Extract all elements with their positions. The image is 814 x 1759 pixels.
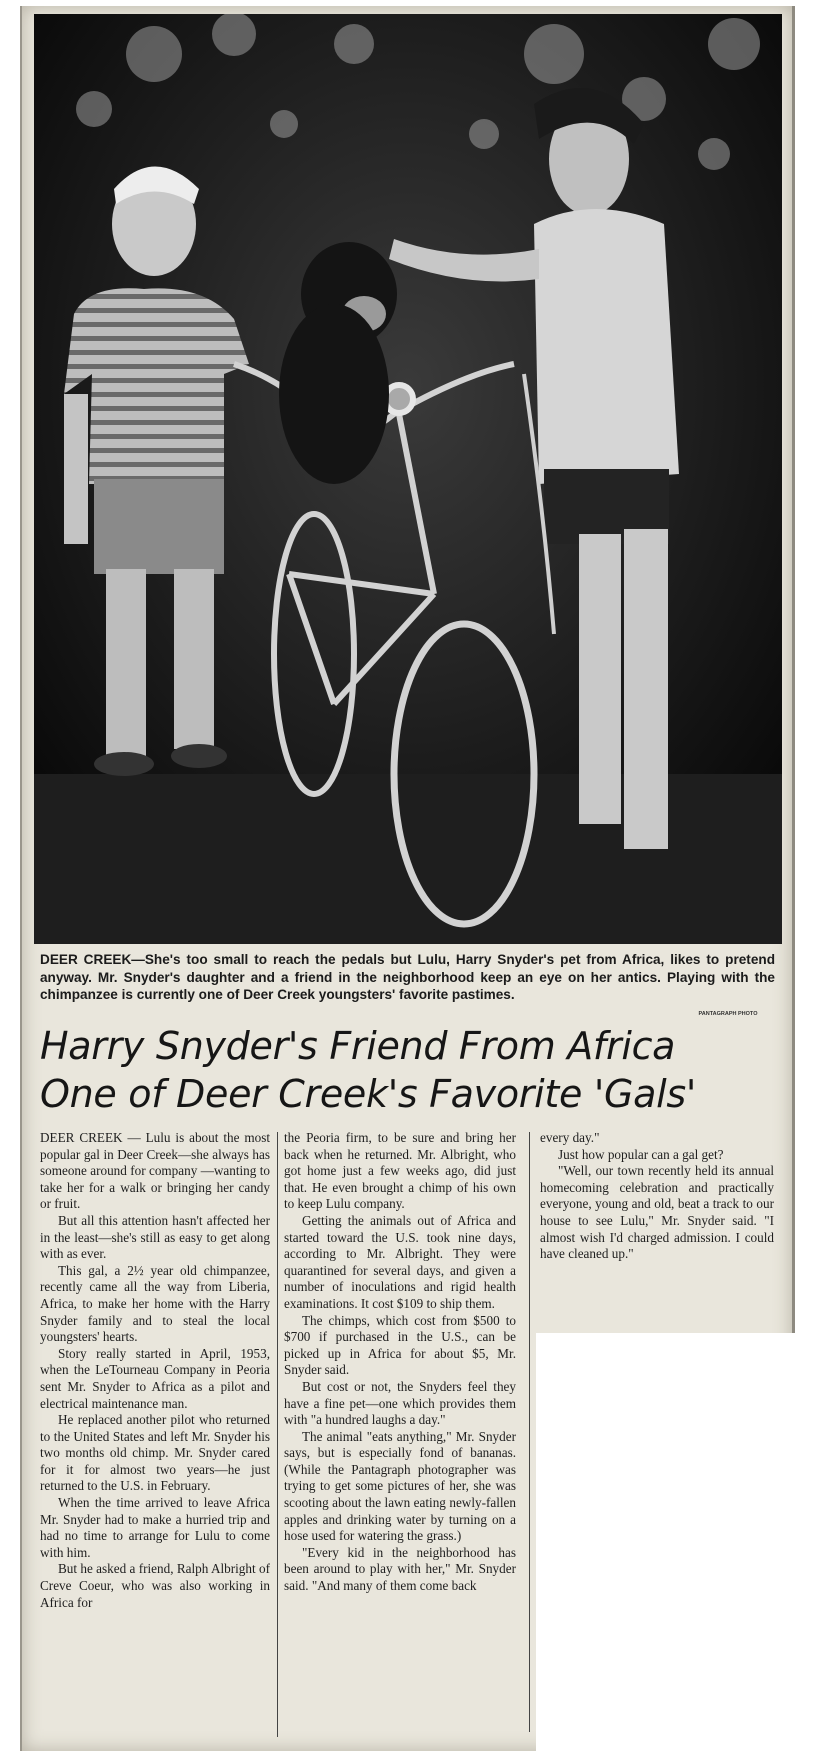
paragraph: He replaced another pilot who returned to the United States and left Mr. Snyder his two months old chimp. Mr. Snyder cared for it for almost two years—he just returned to the U.S. in February. bbox=[40, 1412, 270, 1494]
article-headline bbox=[40, 1022, 780, 1118]
paragraph: DEER CREEK — Lulu is about the most popular gal in Deer Creek—she always has someone around for company —wanting to take her for a walk or bringing her candy or fruit. bbox=[40, 1130, 270, 1212]
paragraph: "Every kid in the neighborhood has been around to play with her," Mr. Snyder said. "And many of them come back bbox=[284, 1544, 516, 1594]
column-divider bbox=[277, 1132, 278, 1737]
photo-illustration bbox=[34, 14, 782, 944]
paragraph: But cost or not, the Snyders feel they have a fine pet—one which provides them with "a hundred laughs a day." bbox=[284, 1378, 516, 1428]
photo-credit: PANTAGRAPH PHOTO bbox=[698, 1011, 758, 1017]
column-divider bbox=[529, 1132, 530, 1732]
paragraph: But he asked a friend, Ralph Albright of Creve Coeur, who was also working in Africa for bbox=[40, 1561, 270, 1610]
blank-patch bbox=[536, 1333, 814, 1759]
headline-line-1: Harry Snyder's Friend From Africa bbox=[40, 1024, 676, 1068]
photo-caption: DEER CREEK—She's too small to reach the pedals but Lulu, Harry Snyder's pet from Africa, likes to pretend anyway. Mr. Snyder's daughter and a friend in the neighborhood keep an eye on her antics. Playing with the chimpanzee is currently one of Deer Creek youngsters' favorite pastimes. bbox=[40, 952, 775, 1002]
article-column-2 bbox=[284, 1130, 516, 1740]
paragraph: Story really started in April, 1953, when the LeTourneau Company in Peoria sent Mr. Snyder to Africa as a pilot and electrical maintenance man. bbox=[40, 1345, 270, 1411]
paragraph: every day." bbox=[540, 1130, 600, 1145]
paragraph: the Peoria firm, to be sure and bring her back when he returned. Mr. Albright, who got home just a few weeks ago, did just that. He even brought a chimp of his own to keep Lulu company. bbox=[284, 1130, 516, 1212]
paragraph: "Well, our town recently held its annual homecoming celebration and practically everyone, young and old, beat a track to our house to see Lulu," Mr. Snyder said. "I almost wish I'd charged admission. I could have cleaned up." bbox=[540, 1163, 774, 1262]
article-column-1 bbox=[40, 1130, 270, 1740]
paragraph: The chimps, which cost from $500 to $700 if purchased in the U.S., can be picked up in Africa for about $5, Mr. Snyder said. bbox=[284, 1312, 516, 1378]
paragraph: But all this attention hasn't affected her in the least—she's still as easy to get along with as ever. bbox=[40, 1212, 270, 1262]
paragraph: The animal "eats anything," Mr. Snyder says, but is especially fond of bananas. (While the Pantagraph photographer was trying to get some pictures of her, she was scooting about the lawn eating newly-fallen apples and drinking water by turning on a hose used for watering the grass.) bbox=[284, 1428, 516, 1544]
paragraph: When the time arrived to leave Africa Mr. Snyder had to make a hurried trip and had no time to arrange for Lulu to come with him. bbox=[40, 1495, 270, 1560]
article-column-3 bbox=[540, 1130, 774, 1320]
news-photo bbox=[34, 14, 782, 944]
headline-line-2: One of Deer Creek's Favorite 'Gals' bbox=[40, 1072, 697, 1116]
paragraph: This gal, a 2½ year old chimpanzee, recently came all the way from Liberia, Africa, to make her home with the Harry Snyder family and to steal the local youngsters' hearts. bbox=[40, 1262, 270, 1345]
paragraph: Getting the animals out of Africa and started toward the U.S. took nine days, according to Mr. Albright. They were quarantined for several days, and given a number of inoculations and rigid health examinations. It cost $109 to ship them. bbox=[284, 1212, 516, 1311]
paragraph: Just how popular can a gal get? bbox=[558, 1146, 724, 1162]
